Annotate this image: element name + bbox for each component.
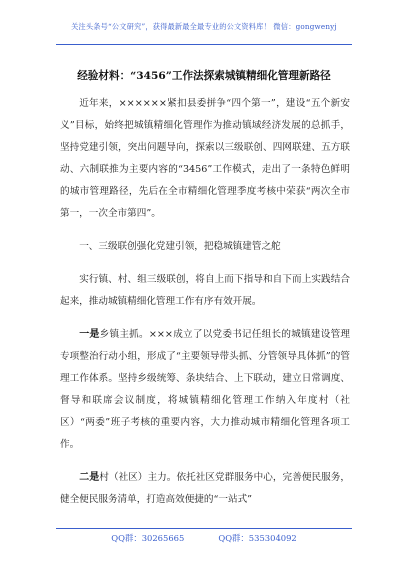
footer-divider [56, 528, 352, 529]
paragraph-point-1 [60, 324, 350, 456]
footer-qq-group-1: QQ群：30265665 [111, 533, 185, 543]
paragraph-text: 村（社区）主力。依托社区党群服务中心，完善便民服务，健全便民服务清单，打造高效便捷的“一站式” [60, 472, 351, 505]
paragraph-point-2 [60, 467, 350, 511]
header-divider [56, 44, 352, 45]
point-lead: 一是 [79, 329, 100, 340]
paragraph-section-1-intro [60, 269, 350, 313]
paragraph-text: 一、三级联创强化党建引领，把稳城镇建管之舵 [79, 241, 281, 252]
paragraph-intro [60, 93, 350, 225]
footer-qq-group-2: QQ群：535304092 [218, 533, 297, 543]
document-body [60, 93, 350, 511]
point-lead: 二是 [79, 472, 100, 483]
section-heading-1 [60, 236, 350, 258]
paragraph-text: 乡镇主抓。×××成立了以党委书记任组长的城镇建设管理专项整治行动小组，形成了“主要领导带头抓、分管领导具体抓”的管理工作体系。坚持乡级统筹、条块结合、上下联动，建立日常调度、督导和联席会议制度，将城镇精细化管理工作纳入年度村（社区）“两委”班子考核的重要内容，大力推动城市精细化管理各项工作。 [60, 329, 350, 450]
footer-contact [0, 532, 408, 544]
paragraph-text: 近年来，××××××紧扣县委拼争“四个第一”，建设“五个新安义”目标，始终把城镇精细化管理作为推动镇域经济发展的总抓手，坚持党建引领，突出问题导向，探索以三级联创、四网联建、五方联动、六制联推为主要内容的“3456”工作模式，走出了一条特色鲜明的城市管理路径，先后在全市精细化管理季度考核中荣获“两次全市第一，一次全市第四”。 [60, 98, 350, 219]
header-promo-note: 关注头条号“公文研究”，获得最新最全最专业的公文资料库！ 微信：gongwenyj [71, 22, 337, 31]
document-title: 经验材料：“3456”工作法探索城镇精细化管理新路径 [77, 70, 331, 82]
paragraph-text: 实行镇、村、组三级联创，将自上而下指导和自下而上实践结合起来，推动城镇精细化管理工作有序有效开展。 [60, 274, 350, 307]
